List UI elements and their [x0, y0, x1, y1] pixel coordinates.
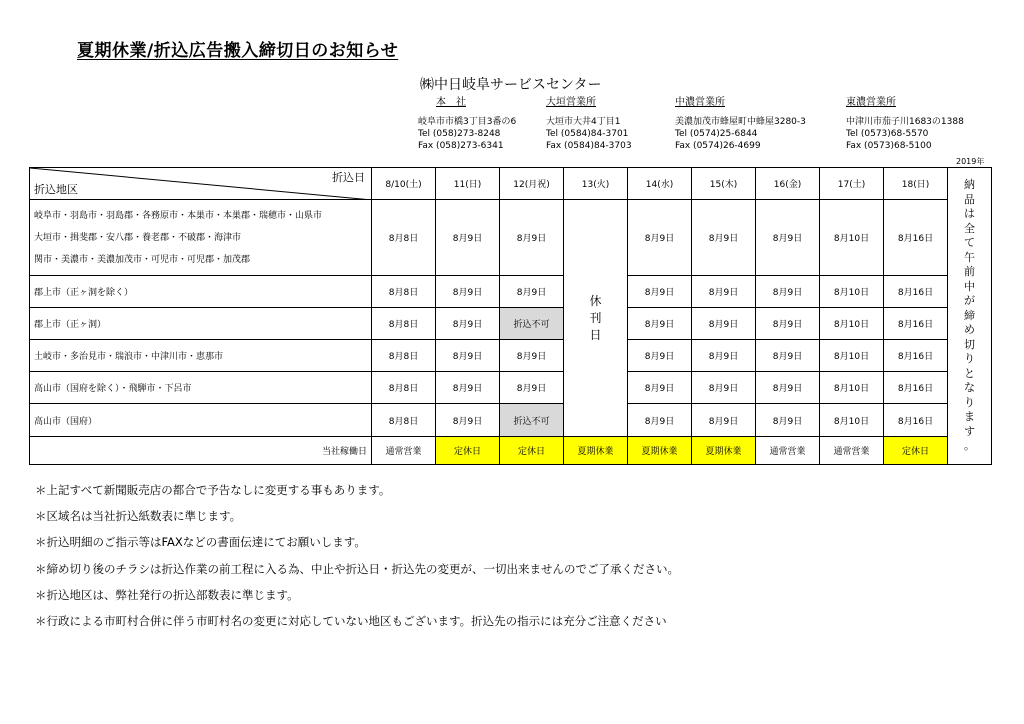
- deadline-cell: 8月9日: [500, 276, 564, 308]
- note-item: ＊区域名は当社折込紙数表に準じます。: [35, 509, 242, 524]
- rest-day-char: 日: [589, 327, 602, 342]
- note-char: り: [964, 395, 975, 409]
- deadline-cell: 8月10日: [820, 308, 884, 340]
- corner-top-label: 折込日: [332, 171, 365, 184]
- office-fax: Fax (0573)68-5100: [846, 141, 932, 151]
- area-cell: 郡上市（正ヶ洞を除く）: [30, 276, 372, 308]
- office-name: 東濃営業所: [846, 97, 896, 108]
- deadline-cell: 8月9日: [756, 372, 820, 404]
- date-header: 14(水): [628, 168, 692, 200]
- note-char: 納: [964, 178, 975, 192]
- deadline-cell: 8月8日: [372, 308, 436, 340]
- note-char: 品: [964, 192, 975, 206]
- delivery-note-cell: [948, 168, 992, 465]
- deadline-cell: 8月9日: [628, 404, 692, 437]
- deadline-cell: 8月8日: [372, 372, 436, 404]
- status-cell: 定休日: [884, 437, 948, 465]
- office-tel: Tel (0574)25-6844: [675, 129, 758, 139]
- office-tel: Tel (058)273-8248: [418, 129, 501, 139]
- office-ogaki: [546, 97, 632, 152]
- deadline-cell: 8月9日: [692, 308, 756, 340]
- office-tel: Tel (0573)68-5570: [846, 129, 929, 139]
- rest-day-char: 休: [589, 293, 602, 308]
- date-header: 15(木): [692, 168, 756, 200]
- office-fax: Fax (058)273-6341: [418, 141, 504, 151]
- note-char: て: [964, 236, 975, 250]
- deadline-cell: 8月16日: [884, 308, 948, 340]
- deadline-cell: 8月9日: [500, 200, 564, 276]
- area-cell: 土岐市・多治見市・瑞浪市・中津川市・恵那市: [30, 340, 372, 372]
- office-tono: [846, 97, 964, 152]
- office-fax: Fax (0584)84-3703: [546, 141, 632, 151]
- note-char: な: [964, 381, 975, 395]
- deadline-cell: 8月16日: [884, 340, 948, 372]
- corner-bottom-label: 折込地区: [34, 183, 78, 196]
- deadline-cell: 8月9日: [628, 200, 692, 276]
- deadline-cell: 8月9日: [692, 372, 756, 404]
- office-tel: Tel (0584)84-3701: [546, 129, 629, 139]
- deadline-cell: 8月9日: [628, 372, 692, 404]
- office-chuno: [675, 97, 806, 152]
- table-row: [30, 200, 992, 276]
- note-item: ＊折込明細のご指示等はFAXなどの書面伝達にてお願いします。: [35, 535, 366, 550]
- deadline-cell: 8月9日: [692, 276, 756, 308]
- status-cell: 定休日: [436, 437, 500, 465]
- note-char: 締: [964, 308, 975, 322]
- deadline-cell: 8月9日: [436, 340, 500, 372]
- delivery-note: [964, 178, 976, 454]
- status-cell: 通常営業: [820, 437, 884, 465]
- table-row: [30, 276, 992, 308]
- office-fax: Fax (0574)26-4699: [675, 141, 761, 151]
- area-line: 関市・美濃市・美濃加茂市・可児市・可児郡・加茂郡: [34, 254, 251, 265]
- note-char: 。: [964, 439, 975, 453]
- corner-diagonal: [30, 168, 372, 200]
- deadline-cell: 8月9日: [692, 340, 756, 372]
- note-char: 前: [964, 265, 975, 279]
- deadline-cell: 8月10日: [820, 340, 884, 372]
- note-char: す: [964, 424, 975, 438]
- deadline-cell: 8月9日: [756, 200, 820, 276]
- note-char: と: [964, 366, 975, 380]
- status-cell: 通常営業: [372, 437, 436, 465]
- date-header: 12(月祝): [500, 168, 564, 200]
- deadline-cell: 8月9日: [628, 308, 692, 340]
- status-cell: 定休日: [500, 437, 564, 465]
- table-row: [30, 308, 992, 340]
- status-label: 当社稼働日: [30, 437, 372, 465]
- area-cell: 郡上市（正ヶ洞）: [30, 308, 372, 340]
- note-char: め: [964, 323, 975, 337]
- deadline-table: [29, 167, 992, 465]
- office-head: [418, 97, 516, 152]
- date-header: 17(土): [820, 168, 884, 200]
- deadline-cell: 8月9日: [436, 276, 500, 308]
- rest-day-char: 刊: [589, 310, 602, 325]
- date-header: 11(日): [436, 168, 500, 200]
- note-item: ＊行政による市町村合併に伴う市町村名の変更に対応していない地区もございます。折込先の指示には充分ご注意ください: [35, 613, 667, 628]
- note-char: ま: [964, 410, 975, 424]
- deadline-cell: 8月9日: [436, 404, 500, 437]
- company-name: ㈱中日岐阜サービスセンター: [420, 77, 602, 93]
- closed-cell: 折込不可: [500, 308, 564, 340]
- date-header: 8/10(土): [372, 168, 436, 200]
- notes-list: [35, 482, 679, 639]
- table-row: [30, 340, 992, 372]
- date-header: 16(金): [756, 168, 820, 200]
- deadline-cell: 8月9日: [756, 276, 820, 308]
- table-row: [30, 372, 992, 404]
- office-address: 中津川市茄子川1683の1388: [846, 117, 964, 127]
- deadline-cell: 8月8日: [372, 276, 436, 308]
- deadline-cell: 8月9日: [756, 340, 820, 372]
- area-cell: [30, 200, 372, 276]
- office-name: 大垣営業所: [546, 97, 596, 108]
- year-label: 2019年: [956, 157, 985, 166]
- deadline-cell: 8月16日: [884, 404, 948, 437]
- deadline-cell: 8月16日: [884, 200, 948, 276]
- deadline-cell: 8月8日: [372, 340, 436, 372]
- office-address: 岐阜市市橋3丁目3番の6: [418, 117, 517, 127]
- deadline-cell: 8月10日: [820, 404, 884, 437]
- closed-cell: 折込不可: [500, 404, 564, 437]
- note-item: ＊上記すべて新聞販売店の都合で予告なしに変更する事もあります。: [35, 483, 391, 497]
- note-char: は: [964, 207, 975, 221]
- deadline-cell: 8月9日: [500, 340, 564, 372]
- note-char: 全: [964, 221, 975, 235]
- note-char: が: [964, 294, 975, 308]
- deadline-cell: 8月9日: [756, 404, 820, 437]
- deadline-cell: 8月9日: [692, 200, 756, 276]
- note-char: 午: [964, 250, 975, 264]
- deadline-cell: 8月9日: [628, 340, 692, 372]
- note-char: 切: [964, 337, 975, 351]
- area-cell: 高山市（国府を除く）・飛騨市・下呂市: [30, 372, 372, 404]
- corner-cell: [30, 168, 372, 200]
- status-cell: 通常営業: [756, 437, 820, 465]
- office-address: 美濃加茂市蜂屋町中蜂屋3280-3: [675, 117, 806, 127]
- deadline-cell: 8月16日: [884, 372, 948, 404]
- office-name: 中濃営業所: [675, 97, 725, 108]
- deadline-cell: 8月9日: [628, 276, 692, 308]
- area-line: 岐阜市・羽島市・羽島郡・各務原市・本巣市・本巣郡・瑞穂市・山県市: [34, 210, 323, 221]
- deadline-cell: 8月9日: [436, 308, 500, 340]
- page-title: 夏期休業/折込広告搬入締切日のお知らせ: [77, 41, 399, 61]
- deadline-cell: 8月8日: [372, 404, 436, 437]
- note-char: り: [964, 352, 975, 366]
- deadline-cell: 8月8日: [372, 200, 436, 276]
- deadline-cell: 8月10日: [820, 372, 884, 404]
- deadline-cell: 8月10日: [820, 276, 884, 308]
- status-row: [30, 437, 992, 465]
- note-item: ＊締め切り後のチラシは折込作業の前工程に入る為、中止や折込日・折込先の変更が、一切出来ませんのでご了承ください。: [35, 561, 679, 576]
- header-row: [30, 168, 992, 200]
- deadline-cell: 8月9日: [500, 372, 564, 404]
- area-cell: 高山市（国府）: [30, 404, 372, 437]
- note-char: 中: [964, 279, 975, 293]
- table-row: [30, 404, 992, 437]
- deadline-cell: 8月16日: [884, 276, 948, 308]
- office-address: 大垣市大井4丁目1: [546, 117, 621, 127]
- rest-day-cell: [564, 200, 628, 437]
- deadline-cell: 8月10日: [820, 200, 884, 276]
- date-header: 13(火): [564, 168, 628, 200]
- office-name: 本 社: [436, 97, 466, 108]
- deadline-cell: 8月9日: [756, 308, 820, 340]
- note-item: ＊折込地区は、弊社発行の折込部数表に準じます。: [35, 587, 299, 602]
- area-line: 大垣市・揖斐郡・安八郡・養老郡・不破郡・海津市: [34, 232, 242, 243]
- deadline-cell: 8月9日: [436, 200, 500, 276]
- date-header: 18(日): [884, 168, 948, 200]
- status-cell: 夏期休業: [564, 437, 628, 465]
- status-cell: 夏期休業: [628, 437, 692, 465]
- deadline-cell: 8月9日: [436, 372, 500, 404]
- status-cell: 夏期休業: [692, 437, 756, 465]
- deadline-cell: 8月9日: [692, 404, 756, 437]
